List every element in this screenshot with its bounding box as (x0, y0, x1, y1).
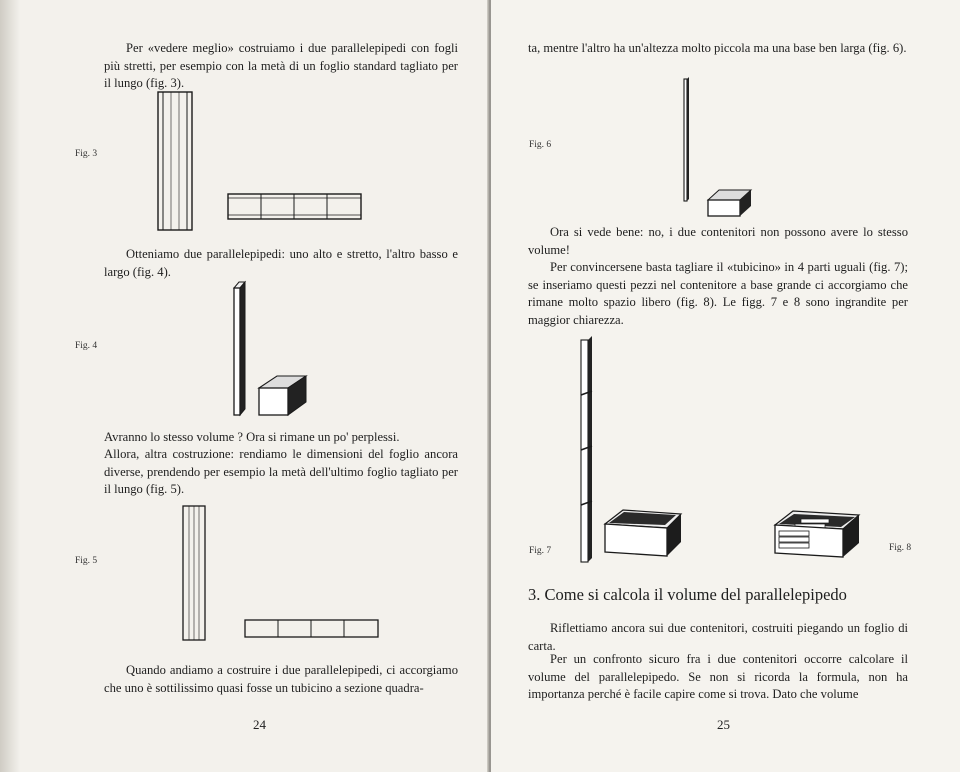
right-paragraph-5: Per un confronto sicuro fra i due contenitori occorre calcolare il volume del parallelepipedo. Se non si ricorda la formula, non ha importanza perché è facile capire come si trova. Dato che volume (528, 652, 908, 701)
fig7-illustration (576, 334, 696, 566)
page-edge-shadow (0, 0, 20, 772)
right-paragraph-2: Ora si vede bene: no, i due contenitori non possono avere lo stesso volume! (528, 225, 908, 257)
fig8-label: Fig. 8 (889, 543, 912, 553)
left-paragraph-3b: Allora, altra costruzione: rendiamo le dimensioni del foglio ancora diverse, prendendo per esempio la metà dell'ultimo foglio tagliato per il lungo (fig. 5). (104, 447, 458, 496)
right-paragraph-3: Per convincersene basta tagliare il «tubicino» in 4 parti uguali (fig. 7); se inseriamo questi pezzi nel contenitore a base grande ci accorgiamo che rimane molto spazio libero (fig. 8). Le figg. 7 e 8 sono ingrandite per maggior chiarezza. (528, 260, 908, 327)
fig3-label: Fig. 3 (75, 149, 98, 159)
fig5-illustration (180, 504, 390, 646)
right-page (491, 0, 960, 772)
page-number-left: 24 (253, 717, 266, 732)
page-number-right: 25 (717, 717, 730, 732)
fig4-label: Fig. 4 (75, 341, 98, 351)
fig6-label: Fig. 6 (529, 140, 552, 150)
right-paragraph-1: ta, mentre l'altro ha un'altezza molto piccola ma una base ben larga (fig. 6). (528, 41, 907, 55)
fig4-illustration (225, 276, 315, 421)
left-paragraph-3a: Avranno lo stesso volume ? Ora si rimane un po' perplessi. (104, 430, 400, 444)
left-paragraph-1: Per «vedere meglio» costruiamo i due parallelepipedi con fogli più stretti, per esempio con la metà di un foglio standard tagliato per il lungo (fig. 3). (104, 41, 458, 90)
fig7-label: Fig. 7 (529, 546, 552, 556)
left-paragraph-2: Otteniamo due parallelepipedi: uno alto e stretto, l'altro basso e largo (fig. 4). (104, 247, 458, 279)
left-paragraph-4: Quando andiamo a costruire i due parallelepipedi, ci accorgiamo che uno è sottilissimo quasi fosse un tubicino a sezione quadra- (104, 663, 458, 695)
fig6-illustration (671, 76, 761, 222)
right-paragraph-4: Riflettiamo ancora sui due contenitori, costruiti piegando un foglio di carta. (528, 621, 908, 653)
section-heading: 3. Come si calcola il volume del parallelepipedo (528, 585, 847, 604)
fig3-illustration (150, 90, 370, 236)
fig8-illustration (771, 505, 871, 570)
fig5-label: Fig. 5 (75, 556, 98, 566)
